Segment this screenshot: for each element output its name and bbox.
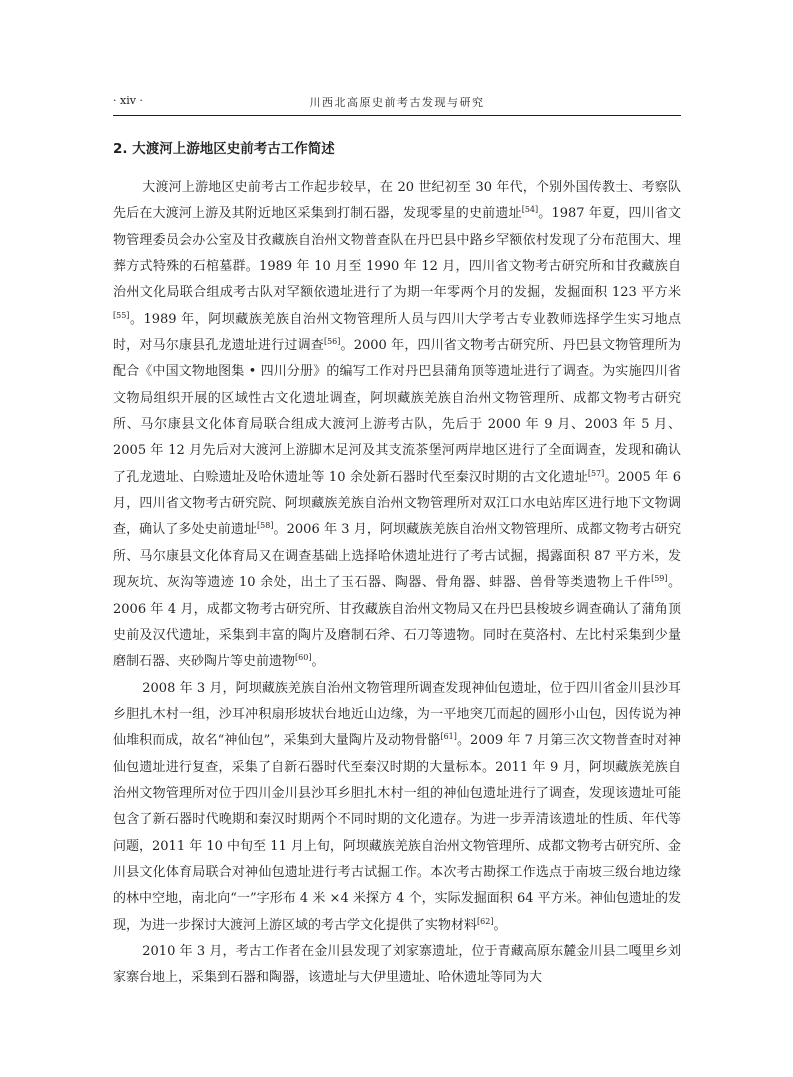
text-segment: 。1987 年夏，四川省文物管理委员会办公室及甘孜藏族自治州文物普查队在丹巴县中路乡罕额依村发现了分布范围大、埋葬方式特殊的石棺墓群。1989 年 10 月至 1990 年 12 月，四川省文物考古研究所和甘孜藏族自治州文化局联合组成考古队对罕额依遗址进行了为期一年零两个月的发掘，发掘面积 123 平方米 xyxy=(113,206,681,301)
text-segment: 。2000 年，四川省文物考古研究所、丹巴县文物管理所为配合《中国文物地图集 • 四川分册》的编写工作对丹巴县蒲角顶等遗址进行了调查。为实施四川省文物局组织开展的区域性古文化遗址调查，阿坝藏族羌族自治州文物管理所、成都文物考古研究所、马尔康县文化体育局联合组成大渡河上游考古队，先后于 2000 年 9 月、2003 年 5 月、2005 年 12 月先后对大渡河上游脚木足河及其支流茶堡河两岸地区进行了全面调查，发现和确认了孔龙遗址、白赊遗址及哈休遗址等 10 余处新石器时代至秦汉时期的古文化遗址 xyxy=(113,338,681,485)
text-segment: 。2006 年 4 月，成都文物考古研究所、甘孜藏族自治州文物局又在丹巴县梭坡乡调查确认了蒲角顶史前及汉代遗址，采集到丰富的陶片及磨制石斧、石刀等遗物。同时在莫洛村、左比村采集到少量磨制石器、夹砂陶片等史前遗物 xyxy=(113,575,681,670)
text-segment: 。 xyxy=(493,917,507,933)
citation-ref: [60] xyxy=(295,653,312,663)
citation-ref: [57] xyxy=(587,468,605,478)
text-segment: 。2009 年 7 月第三次文物普查时对神仙包遗址进行复查，采集了自新石器时代至秦汉时期的大量标本。2011 年 9 月，阿坝藏族羌族自治州文物管理所对位于四川金川县沙耳乡胆扎木村一组的神仙包遗址进行了调查，发现该遗址可能包含了新石器时代晚期和秦汉时期两个不同时期的文化遗存。为进一步弄清该遗址的性质、年代等问题，2011 年 10 中旬至 11 月上旬，阿坝藏族羌族自治州文物管理所、成都文物考古研究所、金川县文化体育局联合对神仙包遗址进行考古试掘工作。本次考古勘探工作选点于南坡三级台地边缘的林中空地，南北向“一”字形布 4 米 ×4 米探方 4 个，实际发掘面积 64 平方米。神仙包遗址的发现，为进一步探讨大渡河上游区域的考古学文化提供了实物材料 xyxy=(113,733,681,933)
text-segment: 。1989 年，阿坝藏族羌族自治州文物管理所人员与四川大学考古专业教师选择学生实习地点时，对马尔康县孔龙遗址进行过调查 xyxy=(113,311,681,354)
citation-ref: [58] xyxy=(257,521,274,531)
page-number: · xiv · xyxy=(113,94,143,107)
citation-ref: [61] xyxy=(440,732,457,742)
body-text xyxy=(113,175,681,992)
text-segment: 大渡河上游地区史前考古工作起步较早，在 20 世纪初至 30 年代，个别外国传教士、考察队先后在大渡河上游及其附近地区采集到打制石器，发现零星的史前遗址 xyxy=(113,180,681,222)
citation-ref: [54] xyxy=(521,205,539,215)
text-segment: 2010 年 3 月，考古工作者在金川县发现了刘家寨遗址，位于青藏高原东麓金川县二嘎里乡刘家寨台地上，采集到石器和陶器，该遗址与大伊里遗址、哈休遗址等同为大 xyxy=(113,943,681,986)
text-segment: 。2006 年 3 月，阿坝藏族羌族自治州文物管理所、成都文物考古研究所、马尔康县文化体育局又在调查基础上选择哈休遗址进行了考古试掘，揭露面积 87 平方米，发现灰坑、灰沟等遗迹 10 余处，出土了玉石器、陶器、骨角器、蚌器、兽骨等类遗物上千件 xyxy=(113,522,681,591)
text-segment: 2008 年 3 月，阿坝藏族羌族自治州文物管理所调查发现神仙包遗址，位于四川省金川县沙耳乡胆扎木村一组，沙耳冲积扇形坡状台地近山边缘，为一平地突兀而起的圆形小山包，因传说为神仙堆积而成，故名“神仙包”，采集到大量陶片及动物骨骼 xyxy=(113,680,681,749)
section-heading: 2. 大渡河上游地区史前考古工作简述 xyxy=(113,141,335,157)
paragraph xyxy=(113,676,681,939)
text-segment: 。 xyxy=(311,654,325,670)
running-title: 川西北高原史前考古发现与研究 xyxy=(309,96,485,109)
paragraph xyxy=(113,175,681,676)
citation-ref: [56] xyxy=(323,337,341,347)
citation-ref: [59] xyxy=(651,574,668,584)
page-header xyxy=(113,93,681,116)
citation-ref: [62] xyxy=(477,916,494,926)
citation-ref: [55] xyxy=(113,310,130,320)
text-segment: 。2005 年 6 月，四川省文物考古研究院、阿坝藏族羌族自治州文物管理所对双江口水电站库区进行地下文物调查，确认了多处史前遗址 xyxy=(113,469,682,538)
paragraph xyxy=(113,939,681,992)
